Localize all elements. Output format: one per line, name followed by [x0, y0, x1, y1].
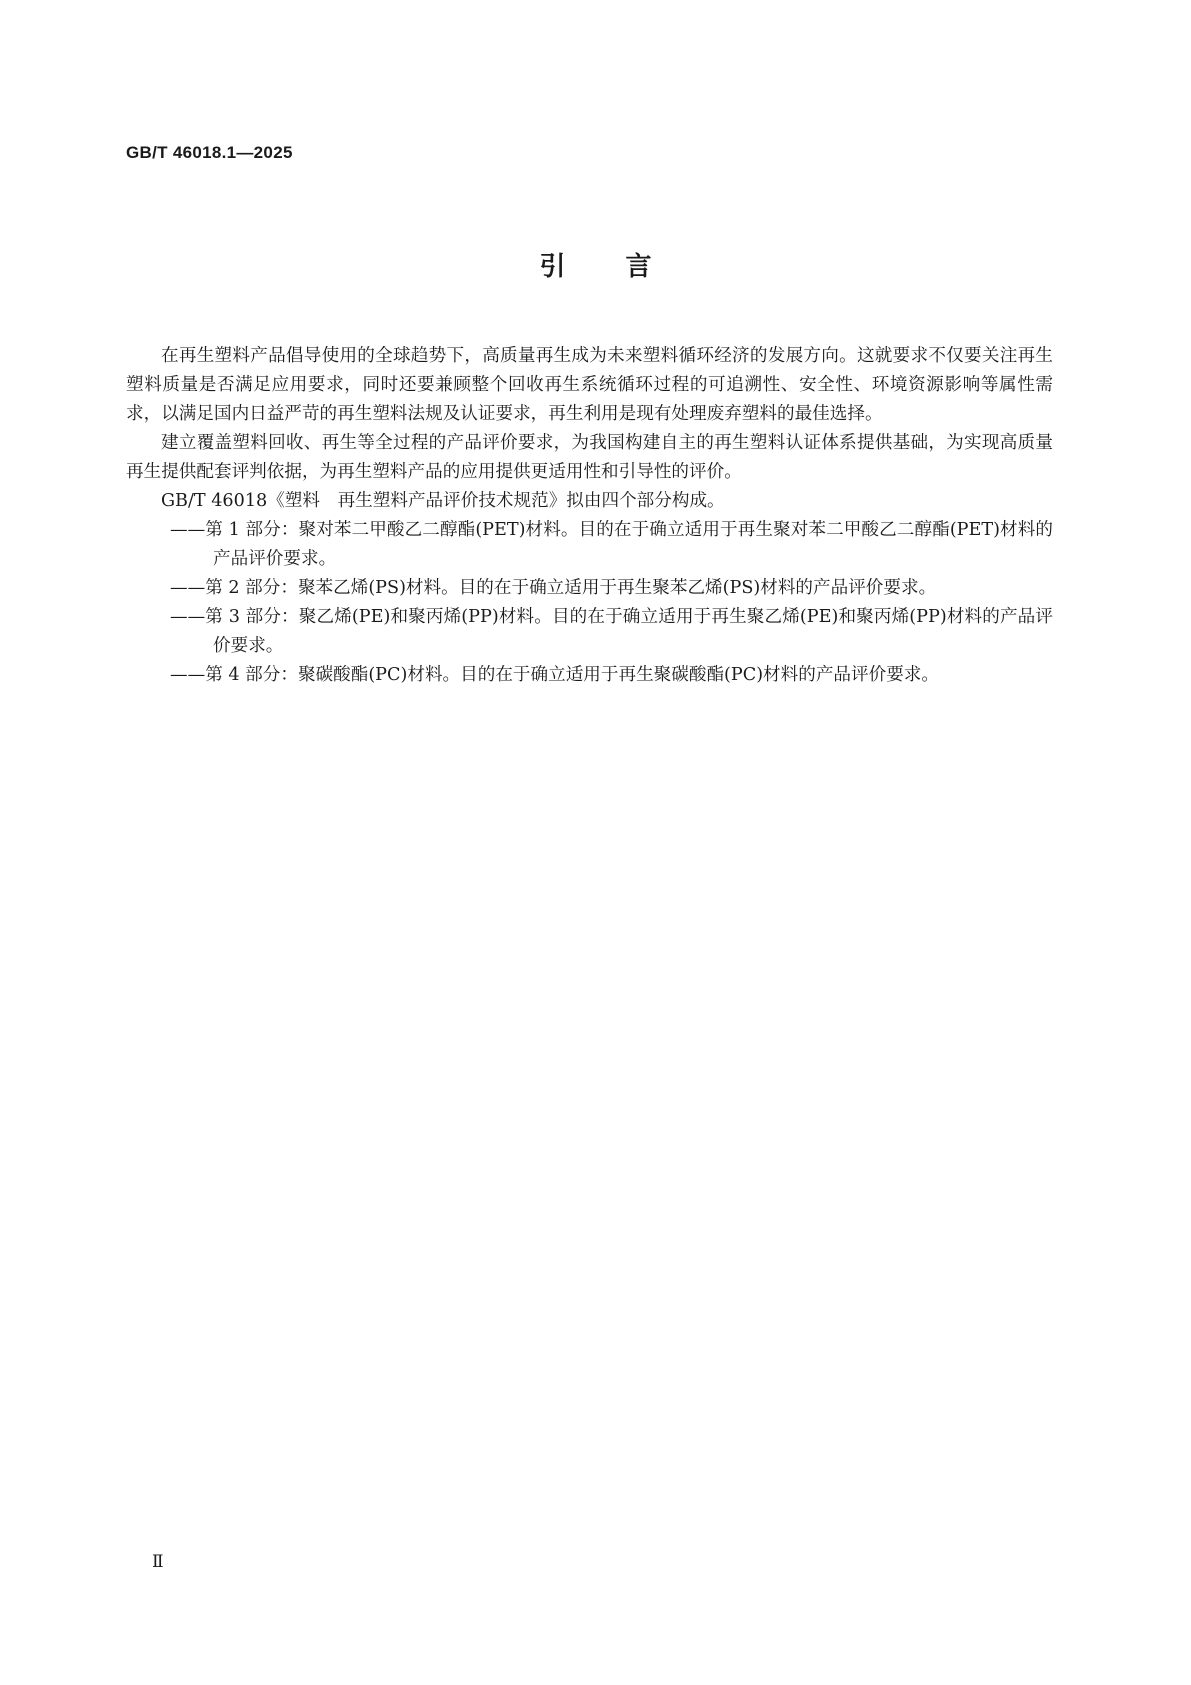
body-paragraph: GB/T 46018《塑料 再生塑料产品评价技术规范》拟由四个部分构成。	[161, 491, 725, 511]
body-paragraph: 在再生塑料产品倡导使用的全球趋势下，高质量再生成为未来塑料循环经济的发展方向。这就要求不仅要关注再生塑料质量是否满足应用要求，同时还要兼顾整个回收再生系统循环过程的可追溯性、安全性、环境资源影响等属性需求，以满足国内日益严苛的再生塑料法规及认证要求，再生利用是现有处理废弃塑料的最佳选择。	[126, 346, 1053, 424]
section-title-char-1: 引	[539, 252, 566, 282]
document-body	[126, 342, 1053, 690]
list-item: ——第 1 部分：聚对苯二甲酸乙二醇酯(PET)材料。目的在于确立适用于再生聚对苯二甲酸乙二醇酯(PET)材料的产品评价要求。	[170, 520, 1053, 569]
body-paragraph: 建立覆盖塑料回收、再生等全过程的产品评价要求，为我国构建自主的再生塑料认证体系提供基础，为实现高质量再生提供配套评判依据，为再生塑料产品的应用提供更适用性和引导性的评价。	[126, 433, 1053, 482]
list-item: ——第 4 部分：聚碳酸酯(PC)材料。目的在于确立适用于再生聚碳酸酯(PC)材料的产品评价要求。	[170, 665, 940, 685]
standard-code: GB/T 46018.1—2025	[126, 143, 293, 162]
list-item: ——第 2 部分：聚苯乙烯(PS)材料。目的在于确立适用于再生聚苯乙烯(PS)材料的产品评价要求。	[170, 578, 937, 598]
list-item: ——第 3 部分：聚乙烯(PE)和聚丙烯(PP)材料。目的在于确立适用于再生聚乙烯(PE)和聚丙烯(PP)材料的产品评价要求。	[170, 607, 1053, 656]
section-title-char-2: 言	[625, 252, 652, 282]
page-number: Ⅱ	[152, 1552, 164, 1571]
section-title	[0, 246, 1191, 283]
